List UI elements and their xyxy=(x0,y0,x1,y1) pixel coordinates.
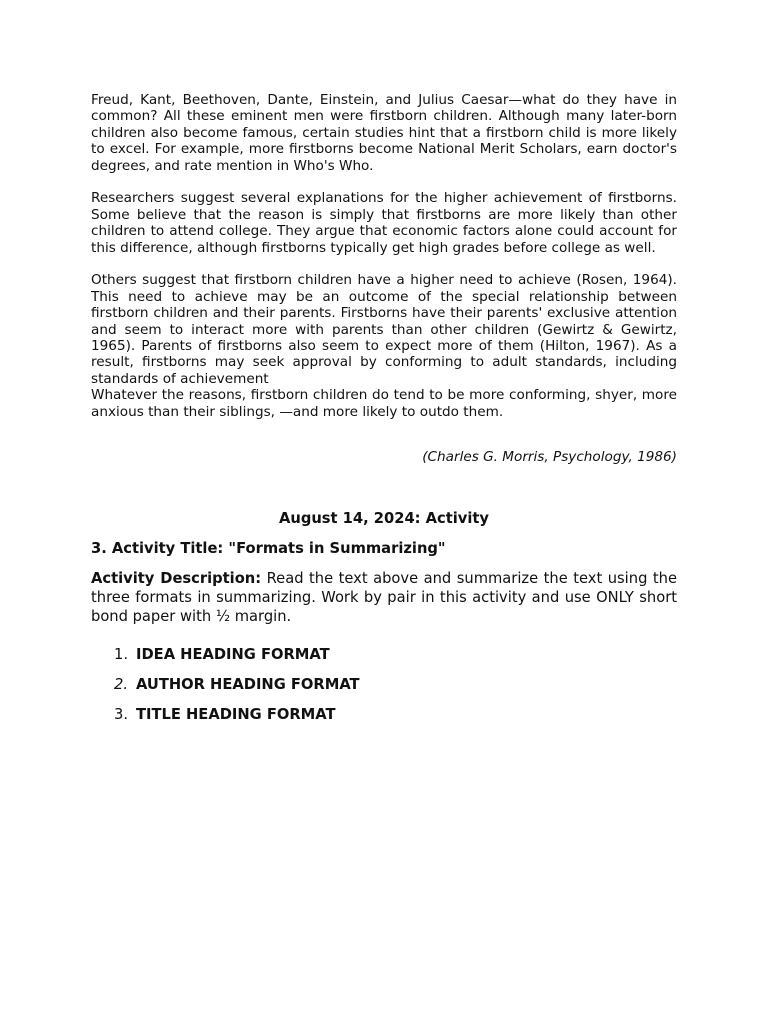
list-item-label: TITLE HEADING FORMAT xyxy=(136,705,336,723)
passage-paragraph-3: Others suggest that firstborn children have a higher need to achieve (Rosen, 1964). This need to achieve may be an outcome of the special relationship between firstborn children and their parents. Firstborns have their parents' exclusive attention and seem to interact more with parents than other children (Gewirtz & Gewirtz, 1965). Parents of firstborns also seem to expect more of them (Hilton, 1967). As a result, firstborns may seek approval by conforming to adult standards, including standards of achievement xyxy=(91,272,677,387)
passage-citation: (Charles G. Morris, Psychology, 1986) xyxy=(422,449,677,466)
passage-paragraph-4: Whatever the reasons, firstborn children do tend to be more conforming, shyer, more anxious than their siblings, —and more likely to outdo them. xyxy=(91,387,677,420)
activity-date-heading: August 14, 2024: Activity xyxy=(279,509,489,527)
list-item-number: 3. xyxy=(113,705,128,723)
list-item-number: 2. xyxy=(113,675,128,693)
activity-description-text: Read the text above and summarize the text using the three formats in summarizing. Work by pair in this activity and use ONLY short bond paper with ½ margin. xyxy=(91,569,677,625)
list-item xyxy=(91,645,677,665)
summary-format-list xyxy=(91,645,677,725)
activity-title: 3. Activity Title: "Formats in Summarizing" xyxy=(91,539,446,557)
list-item-label: IDEA HEADING FORMAT xyxy=(136,645,330,663)
list-item-label: AUTHOR HEADING FORMAT xyxy=(136,675,360,693)
list-item-number: 1. xyxy=(113,645,128,663)
activity-description xyxy=(91,569,677,626)
list-item xyxy=(91,705,677,725)
passage-paragraph-1: Freud, Kant, Beethoven, Dante, Einstein, and Julius Caesar—what do they have in common? All these eminent men were firstborn children. Although many later-born children also become famous, certain studies hint that a firstborn child is more likely to excel. For example, more firstborns become National Merit Scholars, earn doctor's degrees, and rate mention in Who's Who. xyxy=(91,92,677,174)
activity-description-label: Activity Description: xyxy=(91,569,262,587)
passage-paragraph-2: Researchers suggest several explanations for the higher achievement of firstborns. Some believe that the reason is simply that firstborns are more likely than other children to attend college. They argue that economic factors alone could account for this difference, although firstborns typically get high grades before college as well. xyxy=(91,190,677,256)
list-item xyxy=(91,675,677,695)
